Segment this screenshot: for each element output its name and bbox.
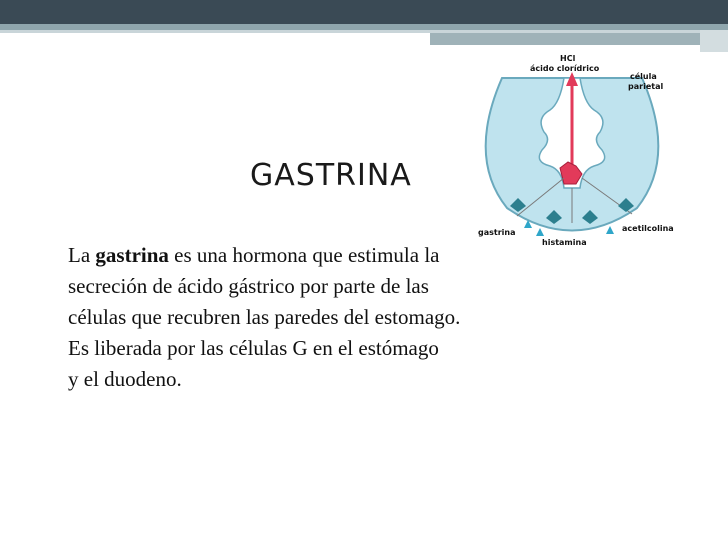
body-line-4: Es liberada por las células G en el estómago: [68, 336, 439, 360]
secretion-drop-2: [536, 228, 544, 236]
parietal-cell-diagram: [472, 48, 678, 252]
body-line-1: [68, 240, 628, 271]
body-term-gastrina: gastrina: [95, 243, 169, 267]
body-line-5: y el duodeno.: [68, 367, 182, 391]
label-acido-clorhidrico: ácido clorídrico: [530, 64, 600, 73]
label-celula: célula: [630, 72, 657, 81]
label-histamina: histamina: [542, 238, 587, 247]
slide-header-band: [0, 0, 728, 24]
label-parietal: parietal: [628, 82, 664, 91]
body-line-3: células que recubren las paredes del estomago.: [68, 305, 461, 329]
slide-accent-notch: [700, 30, 728, 52]
secretion-drop-3: [606, 226, 614, 234]
slide-accent-bar: [430, 33, 728, 45]
body-line-2: secreción de ácido gástrico por parte de las: [68, 274, 429, 298]
slide-title: GASTRINA: [250, 158, 412, 193]
slide-body: [68, 240, 628, 395]
body-line-1-rest: es una hormona que estimula la: [168, 243, 440, 267]
label-acetilcolina: acetilcolina: [622, 224, 674, 233]
body-prefix: La: [68, 243, 91, 267]
label-gastrina: gastrina: [478, 228, 516, 237]
label-hcl: HCl: [560, 54, 576, 63]
